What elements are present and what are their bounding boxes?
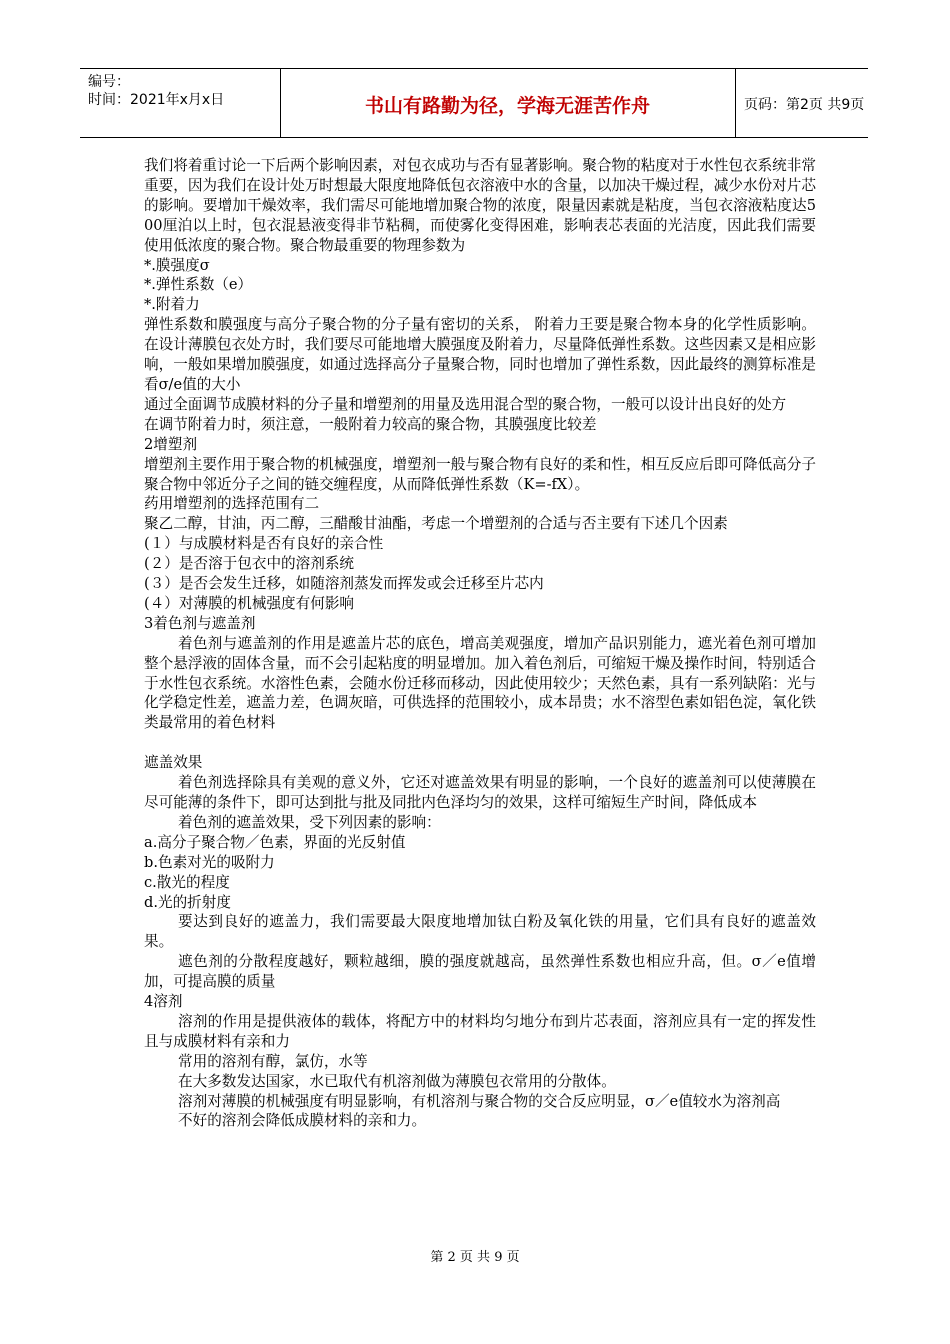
paragraph: c.散光的程度 xyxy=(144,873,230,891)
paragraph: (２）是否溶于包衣中的溶剂系统 xyxy=(144,555,355,573)
paragraph: 常用的溶剂有醇，氯仿，水等 xyxy=(178,1052,368,1070)
paragraph: 通过全面调节成膜材料的分子量和增塑剂的用量及选用混合型的聚合物，一般可以设计出良好的处方 xyxy=(144,395,787,413)
header-info-cell xyxy=(80,69,281,137)
paragraph: 着色剂的遮盖效果，受下列因素的影响： xyxy=(178,813,441,831)
paragraph: d.光的折射度 xyxy=(144,893,231,911)
paragraph: *.膜强度σ xyxy=(144,256,210,274)
paragraph: 不好的溶剂会降低成膜材料的亲和力。 xyxy=(178,1112,427,1130)
page-header xyxy=(80,68,868,138)
paragraph: 着色剂与遮盖剂的作用是遮盖片芯的底色，增高美观强度，增加产品识别能力，遮光着色剂可增加整个悬浮液的固体含量，而不会引起粘度的明显增加。加入着色剂后，可缩短干燥及操作时间，特别适合于水性包衣系统。水溶性色素，会随水份迁移而移动，因此使用较少；天然色素，具有一系列缺陷：光与化学稳定性差，遮盖力差，色调灰暗，可供选择的范围较小，成本昂贵；水不溶型色素如铝色淀，氧化铁类最常用的着色材料 xyxy=(144,634,816,732)
paragraph: 遮色剂的分散程度越好，颗粒越细，膜的强度就越高，虽然弹性系数也相应升高，但。σ／e值增加，可提高膜的质量 xyxy=(144,953,816,991)
paragraph: 增塑剂主要作用于聚合物的机械强度，增塑剂一般与聚合物有良好的柔和性，相互反应后即可降低高分子聚合物中邻近分子之间的链交缠程度，从而降低弹性系数（K=-fX）。 xyxy=(144,455,816,493)
paragraph: (３）是否会发生迁移，如随溶剂蒸发而挥发或会迁移至片芯内 xyxy=(144,575,544,593)
paragraph: 着色剂选择除具有美观的意义外，它还对遮盖效果有明显的影响，一个良好的遮盖剂可以使薄膜在尽可能薄的条件下，即可达到批与批及同批内色泽均匀的效果，这样可缩短生产时间，降低成本 xyxy=(144,774,816,811)
paragraph: 3着色剂与遮盖剂 xyxy=(144,614,256,632)
paragraph: 2增塑剂 xyxy=(144,435,198,453)
header-page-cell xyxy=(736,69,868,137)
header-motto-cell xyxy=(280,69,736,137)
paragraph: a.高分子聚合物／色素，界面的光反射值 xyxy=(144,833,406,851)
document-body xyxy=(144,156,816,1131)
paragraph: 溶剂对薄膜的机械强度有明显影响，有机溶剂与聚合物的交合反应明显，σ／e值较水为溶剂高 xyxy=(178,1092,781,1110)
header-motto: 书山有路勤为径，学海无涯苦作舟 xyxy=(364,95,650,117)
paragraph: b.色素对光的吸附力 xyxy=(144,853,275,871)
paragraph: (４）对薄膜的机械强度有何影响 xyxy=(144,594,355,612)
paragraph: 遮盖效果 xyxy=(144,754,203,772)
document-date-label: 时间：2021年x月x日 xyxy=(88,92,225,108)
paragraph: 要达到良好的遮盖力，我们需要最大限度地增加钛白粉及氧化铁的用量，它们具有良好的遮盖效果。 xyxy=(144,913,816,951)
document-number-label: 编号： xyxy=(88,74,130,90)
page-footer: 第 2 页 共 9 页 xyxy=(430,1250,520,1265)
paragraph: 我们将着重讨论一下后两个影响因素，对包衣成功与否有显著影响。聚合物的粘度对于水性包衣系统非常重要，因为我们在设计处万时想最大限度地降低包衣溶液中水的含量，以加决干燥过程，减少水份对片芯的影响。要增加干燥效率，我们需尽可能地增加聚合物的浓度，限量因素就是粘度，当包衣溶液粘度达500厘泊以上时，包衣混悬液变得非节粘稠，而使雾化变得困难，影响表芯表面的光洁度，因此我们需要使用低浓度的聚合物。聚合物最重要的物理参数为 xyxy=(144,157,816,254)
paragraph: 药用增塑剂的选择范围有二 xyxy=(144,495,320,513)
paragraph: *.弹性系数（e） xyxy=(144,276,253,294)
header-page-info: 页码：第2页 共9页 xyxy=(744,97,865,113)
paragraph: *.附着力 xyxy=(144,296,200,314)
paragraph: 溶剂的作用是提供液体的载体，将配方中的材料均匀地分布到片芯表面，溶剂应具有一定的挥发性且与成膜材料有亲和力 xyxy=(144,1012,816,1050)
paragraph: (１）与成膜材料是否有良好的亲合性 xyxy=(144,535,384,553)
paragraph: 聚乙二醇，甘油，丙二醇，三醋酸甘油酯，考虑一个增塑剂的合适与否主要有下述几个因素 xyxy=(144,515,728,533)
paragraph xyxy=(144,733,816,753)
paragraph: 弹性系数和膜强度与高分子聚合物的分子量有密切的关系， 附着力王要是聚合物本身的化学性质影响。在设计薄膜包衣处方时，我们要尽可能地增大膜强度及附着力，尽量降低弹性系数。这些因素又是相应影响，一般如果增加膜强度，如通过选择高分子量聚合物，同时也增加了弹性系数，因此最终的测算标准是看σ/e值的大小 xyxy=(144,316,816,393)
paragraph: 在大多数发达国家，水已取代有机溶剂做为薄膜包衣常用的分散体。 xyxy=(178,1072,616,1090)
paragraph: 4溶剂 xyxy=(144,993,183,1011)
paragraph: 在调节附着力时，须注意，一般附着力较高的聚合物，其膜强度比较差 xyxy=(144,415,597,433)
